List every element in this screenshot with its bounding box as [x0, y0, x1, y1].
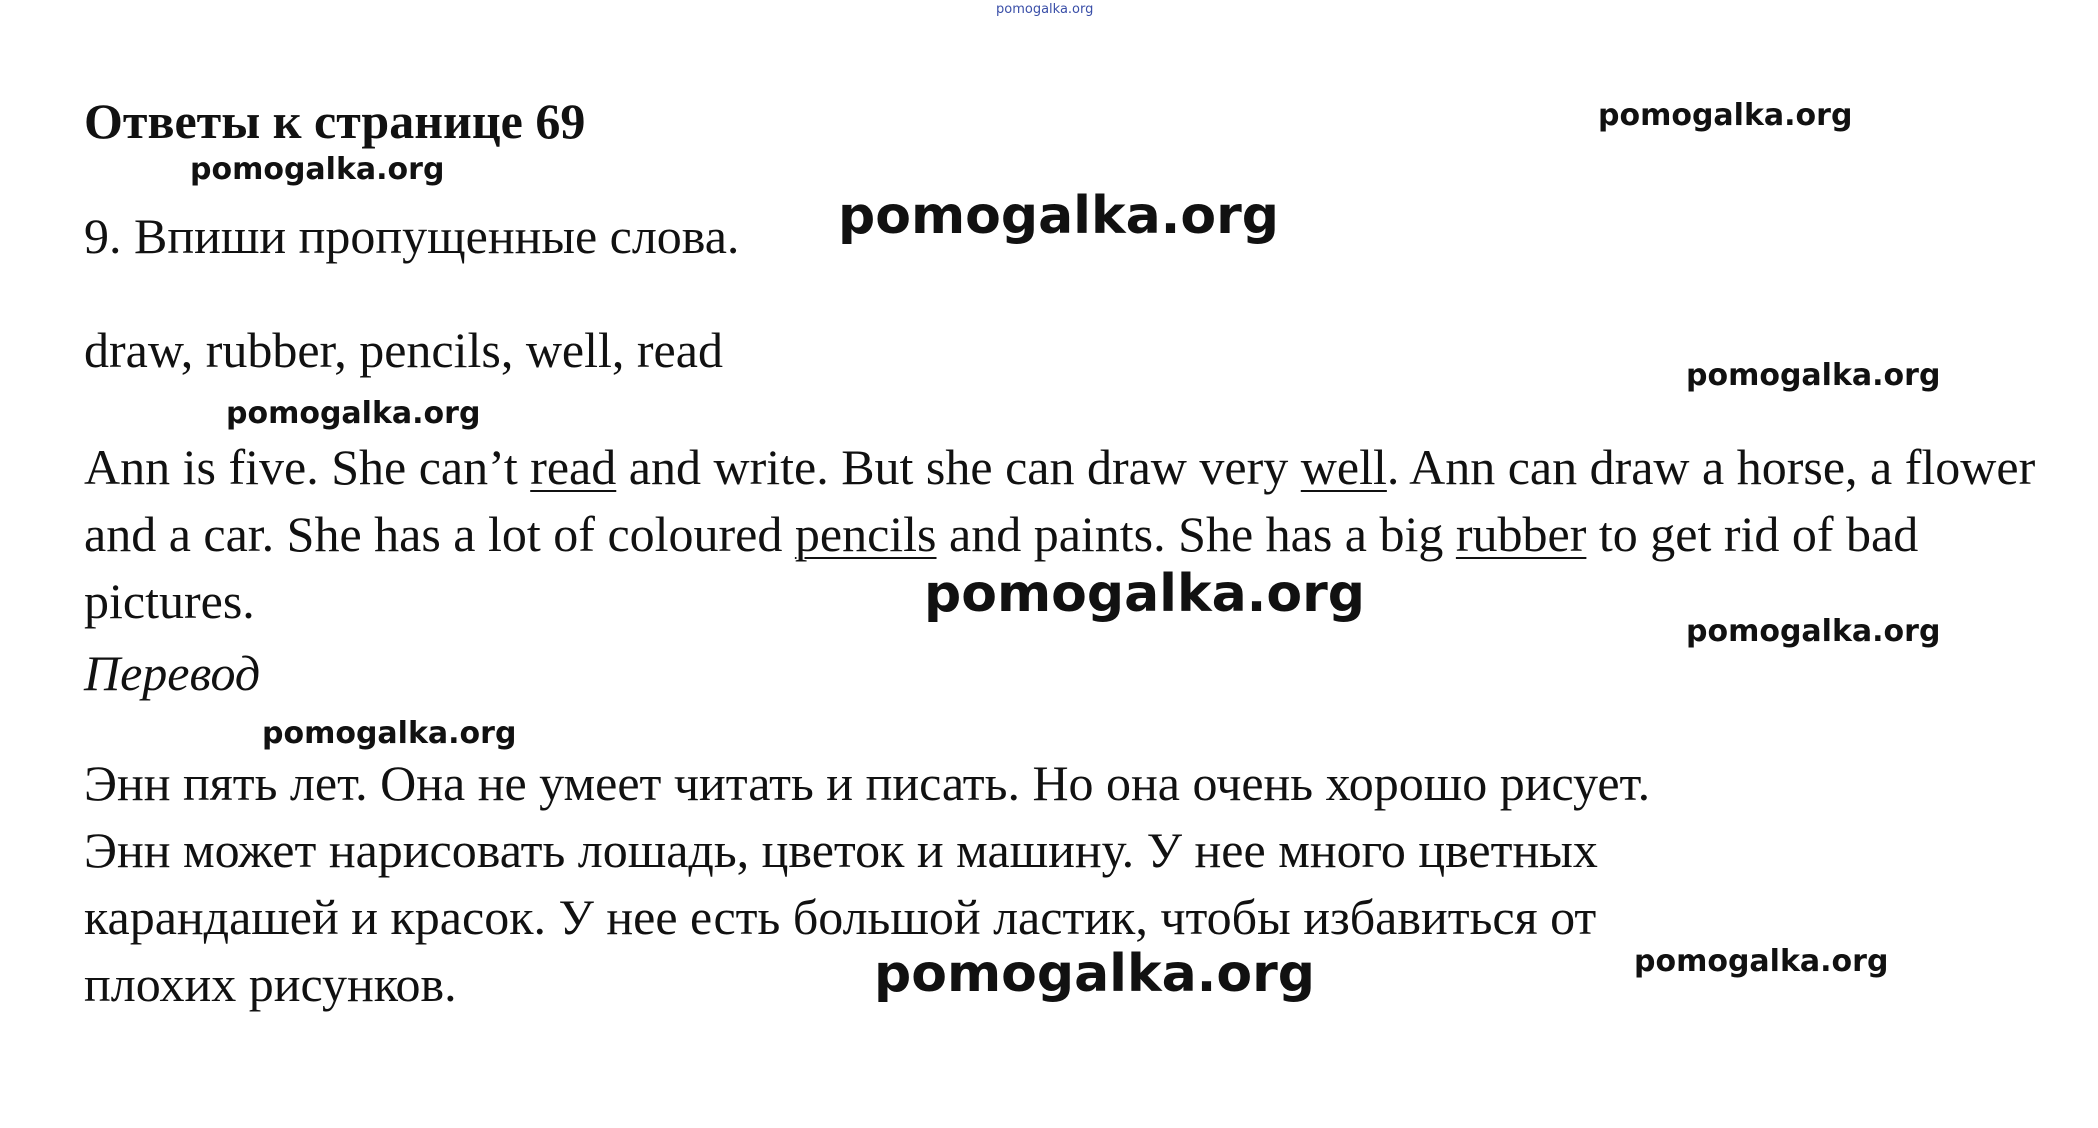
translation-line-4: плохих рисунков.: [84, 956, 457, 1012]
word-list: draw, rubber, pencils, well, read: [84, 322, 723, 378]
page-title: Ответы к странице 69: [84, 93, 586, 149]
watermark: pomogalka.org: [1634, 944, 1889, 979]
translation-label: Перевод: [84, 645, 261, 701]
watermark: pomogalka.org: [1686, 614, 1941, 649]
watermark: pomogalka.org: [924, 564, 1366, 624]
watermark: pomogalka.org: [874, 944, 1316, 1004]
watermark: pomogalka.org: [262, 716, 517, 751]
english-part-3: . Ann can draw a horse, a flower and a car. She has a lot of coloured: [84, 439, 2036, 562]
english-part-1: Ann is five. She can’t: [84, 439, 531, 495]
task-title: 9. Впиши пропущенные слова.: [84, 208, 740, 264]
english-part-4: and paints. She has a big: [936, 506, 1456, 562]
watermark: pomogalka.org: [1598, 98, 1853, 133]
answer-read: read: [530, 439, 617, 495]
watermark: pomogalka.org: [190, 152, 445, 187]
english-part-2: and write. But she can draw very: [616, 439, 1301, 495]
translation-text: [84, 750, 1650, 1018]
answer-rubber: rubber: [1455, 506, 1587, 562]
translation-line-3: карандашей и красок. У нее есть большой ластик, чтобы избавиться от: [84, 889, 1597, 945]
watermark: pomogalka.org: [1686, 358, 1941, 393]
watermark: pomogalka.org: [226, 396, 481, 431]
watermark-top: pomogalka.org: [996, 2, 1094, 17]
watermark: pomogalka.org: [838, 186, 1280, 246]
answer-well: well: [1300, 439, 1387, 495]
english-part-5: to get rid of bad pictures.: [84, 506, 1919, 629]
answer-pencils: pencils: [794, 506, 937, 562]
translation-line-2: Энн может нарисовать лошадь, цветок и машину. У нее много цветных: [84, 822, 1598, 878]
translation-line-1: Энн пять лет. Она не умеет читать и писать. Но она очень хорошо рисует.: [84, 755, 1651, 811]
